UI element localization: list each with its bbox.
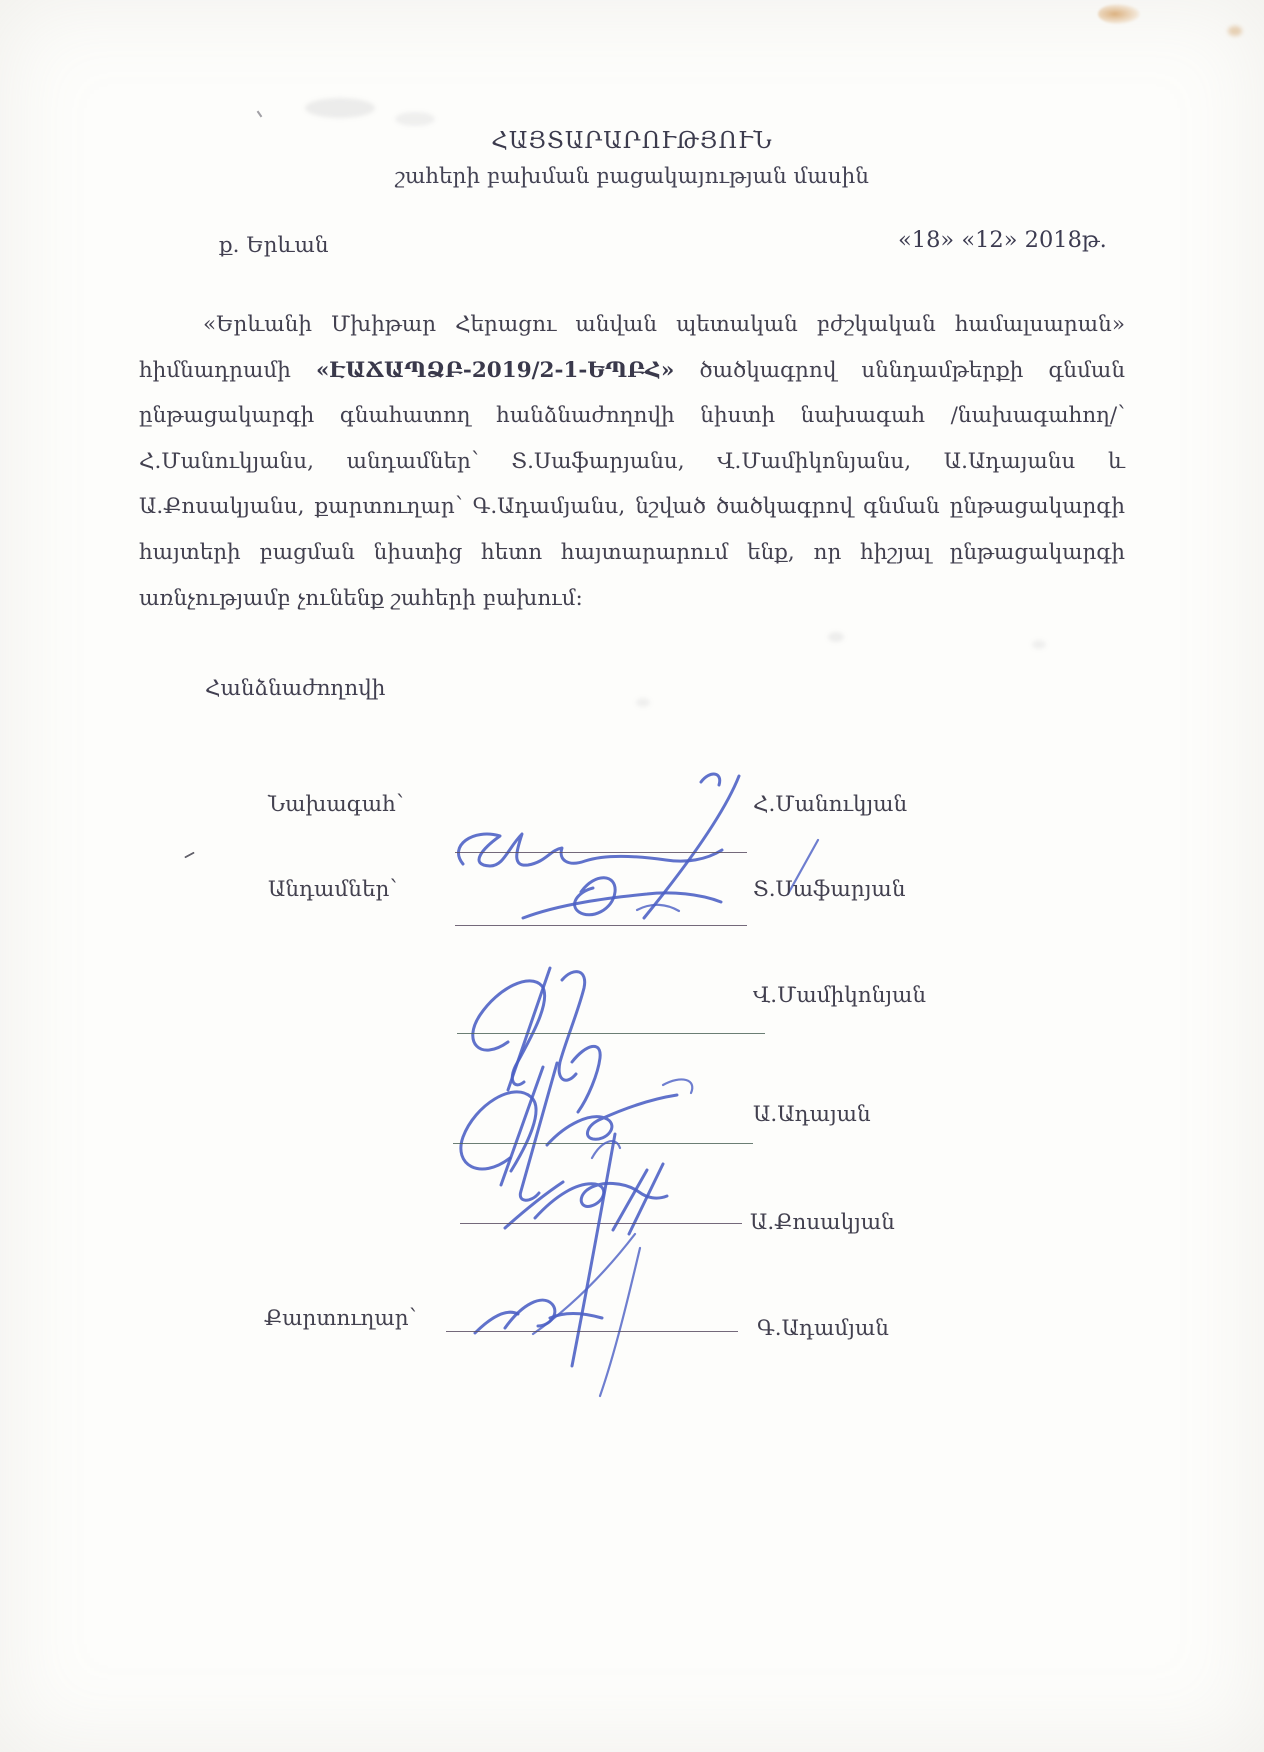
signee-name-adamyan: Գ.Ադամյան	[757, 1316, 889, 1341]
body-paragraph	[139, 302, 1125, 621]
committee-label: Հանձնաժողովի	[205, 676, 386, 701]
signee-name-safaryan: Տ.Սաֆարյան	[753, 877, 906, 902]
scan-smudge	[395, 112, 435, 126]
signature-adamyan	[430, 1128, 732, 1400]
signature-safaryan	[515, 862, 747, 940]
scan-smudge	[828, 632, 844, 642]
scan-smudge	[305, 98, 375, 118]
doc-title: ՀԱՅՏԱՐԱՐՈՒԹՅՈՒՆ	[491, 128, 773, 154]
stray-pen-tick	[184, 852, 195, 859]
body-line: «Երևանի Մխիթար Հերացու անվան պետական բժշկական համալսարան»	[203, 312, 1125, 337]
body-line: առնչությամբ չունենք շահերի բախում:	[139, 585, 583, 611]
scan-smudge	[636, 698, 650, 707]
signee-name-manukyan: Հ.Մանուկյան	[753, 792, 908, 817]
scan-smudge	[1228, 26, 1242, 36]
role-label-chairman: Նախագահ՝	[268, 792, 404, 817]
place-label: ք. Երևան	[219, 233, 329, 258]
signature-line	[457, 1033, 765, 1034]
body-line: ընթացակարգի գնահատող հանձնաժողովի նիստի նախագահ /նախագահող/՝	[139, 403, 1125, 429]
body-line: Հ.Մանուկյանս, անդամներ՝ Տ.Սաֆարյանս, Վ.Մամիկոնյանս, Ա.Ադայանս և	[139, 448, 1125, 474]
stray-pen-tick	[257, 111, 263, 118]
body-line: Ա.Քոսակյանս, քարտուղար՝ Գ.Ադամյանս, նշված ծածկագրով գնման ընթացակարգի	[139, 494, 1125, 520]
role-label-secretary: Քարտուղար՝	[264, 1306, 417, 1331]
role-label-members: Անդամներ՝	[268, 877, 398, 902]
signature-line	[455, 852, 747, 853]
body-text: հիմնադրամի	[139, 357, 316, 383]
scan-smudge	[1032, 640, 1046, 649]
signee-name-mamikonyan: Վ.Մամիկոնյան	[753, 983, 927, 1008]
signature-line	[455, 925, 747, 926]
date-label: «18» «12» 2018թ.	[898, 227, 1107, 253]
procurement-code: «ԷԱՃԱՊՁԲ-2019/2-1-ԵՊԲՀ»	[315, 357, 675, 383]
body-line: հայտերի բացման նիստից հետո հայտարարում ենք, որ հիշյալ ընթացակարգի	[139, 539, 1125, 565]
body-text: ծածկագրով սննդամթերքի գնման	[674, 357, 1125, 383]
scan-smudge	[1098, 4, 1140, 24]
signature-line	[446, 1331, 738, 1332]
signee-name-kosakyan: Ա.Քոսակյան	[750, 1210, 895, 1235]
body-line	[139, 348, 1125, 394]
signee-name-adayan: Ա.Ադայան	[753, 1102, 871, 1127]
doc-subtitle: շահերի բախման բացակայության մասին	[395, 164, 869, 189]
